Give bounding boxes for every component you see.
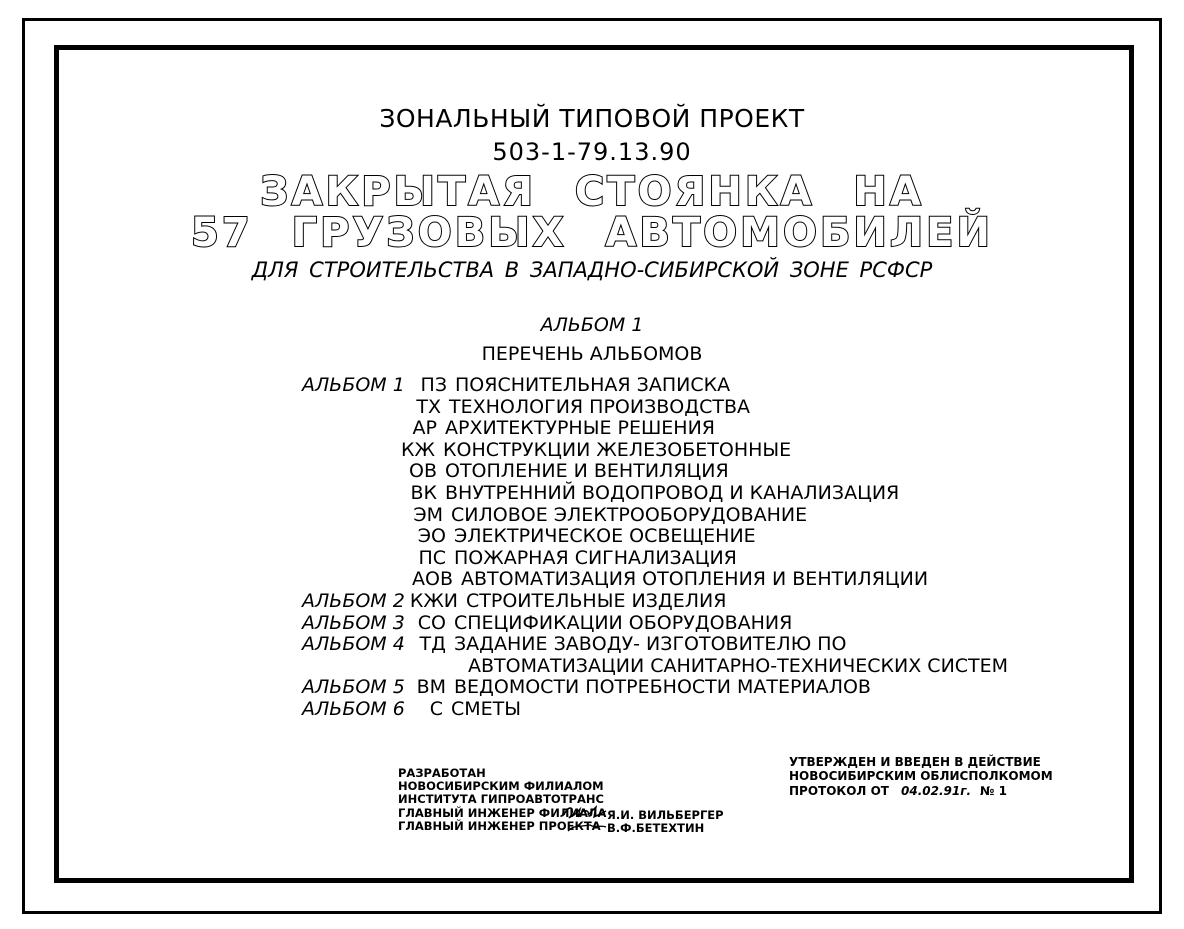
album-row (0, 482, 1184, 504)
section-code: СО (417, 611, 446, 634)
album-row (0, 655, 1184, 677)
section-title: ПОЯСНИТЕЛЬНАЯ ЗАПИСКА (455, 374, 731, 396)
album-row (0, 374, 1184, 396)
album-number: АЛЬБОМ 4 (302, 633, 405, 656)
list-heading: ПЕРЕЧЕНЬ АЛЬБОМОВ (481, 343, 703, 365)
chief-engineer-branch-role: ГЛАВНЫЙ ИНЖЕНЕР ФИЛИАЛА (398, 806, 607, 820)
approval-protocol-date: 04.02.91г. (901, 784, 972, 798)
albums-list (0, 374, 1184, 734)
section-code: ОВ (409, 460, 437, 483)
section-title: СТРОИТЕЛЬНЫЕ ИЗДЕЛИЯ (466, 590, 727, 612)
section-title: СИЛОВОЕ ЭЛЕКТРООБОРУДОВАНИЕ (451, 503, 808, 526)
section-code: ВК (410, 482, 437, 504)
album-row (0, 547, 1184, 569)
album-row (0, 504, 1184, 526)
album-row (0, 460, 1184, 482)
section-title: ОТОПЛЕНИЕ И ВЕНТИЛЯЦИЯ (445, 460, 729, 483)
section-code: АОВ (412, 568, 453, 591)
developer-line-3: ИНСТИТУТА ГИПРОАВТОТРАНС (398, 792, 604, 806)
section-title: СМЕТЫ (451, 698, 522, 720)
section-code: ПЗ (420, 374, 447, 396)
section-code: АР (412, 417, 437, 440)
title-line-1: ЗАКРЫТАЯ СТОЯНКА НА (260, 169, 924, 215)
section-title: ПОЖАРНАЯ СИГНАЛИЗАЦИЯ (454, 546, 737, 569)
album-heading: АЛЬБОМ 1 (540, 314, 644, 336)
section-title: ЭЛЕКТРИЧЕСКОЕ ОСВЕЩЕНИЕ (454, 525, 756, 548)
title-line-2: 57 ГРУЗОВЫХ АВТОМОБИЛЕЙ (191, 210, 993, 256)
section-title: СПЕЦИФИКАЦИИ ОБОРУДОВАНИЯ (454, 611, 793, 634)
album-number: АЛЬБОМ 2 (302, 590, 405, 612)
section-code: С (429, 698, 443, 720)
section-title: ВНУТРЕННИЙ ВОДОПРОВОД И КАНАЛИЗАЦИЯ (445, 482, 900, 504)
album-row (0, 525, 1184, 547)
album-number: АЛЬБОМ 6 (302, 698, 405, 720)
approval-protocol-label: ПРОТОКОЛ ОТ (789, 784, 889, 798)
developer-line-2: НОВОСИБИРСКИМ ФИЛИАЛОМ (398, 779, 604, 793)
section-code: КЖИ (409, 590, 458, 612)
section-code: ЭМ (413, 503, 443, 526)
section-title: АВТОМАТИЗАЦИИ САНИТАРНО-ТЕХНИЧЕСКИХ СИСТЕМ (468, 654, 1009, 677)
album-row (0, 439, 1184, 461)
album-row (0, 590, 1184, 612)
album-row (0, 568, 1184, 590)
section-title: ЗАДАНИЕ ЗАВОДУ- ИЗГОТОВИТЕЛЮ ПО (454, 633, 847, 656)
album-row (0, 698, 1184, 720)
signatures-image (560, 795, 610, 835)
section-code: ТД (419, 633, 446, 656)
developer-line-1: РАЗРАБОТАН (398, 766, 486, 780)
album-number: АЛЬБОМ 3 (302, 611, 405, 634)
project-code: 503-1-79.13.90 (492, 138, 692, 166)
section-code: ТХ (416, 395, 441, 418)
approval-line-1: УТВЕРЖДЕН И ВВЕДЕН В ДЕЙСТВИЕ (789, 755, 1041, 769)
section-title: АВТОМАТИЗАЦИЯ ОТОПЛЕНИЯ И ВЕНТИЛЯЦИИ (461, 568, 929, 591)
section-code: ЭО (417, 525, 446, 548)
section-title: АРХИТЕКТУРНЫЕ РЕШЕНИЯ (445, 417, 716, 440)
album-row (0, 676, 1184, 698)
subtitle: ДЛЯ СТРОИТЕЛЬСТВА В ЗАПАДНО-СИБИРСКОЙ ЗОНЕ РСФСР (251, 258, 933, 282)
chief-engineer-project-name: В.Ф.БЕТЕХТИН (607, 821, 705, 835)
album-row (0, 396, 1184, 418)
approval-protocol-number: № 1 (980, 784, 1007, 798)
album-number: АЛЬБОМ 5 (302, 676, 405, 699)
album-row (0, 417, 1184, 439)
album-number: АЛЬБОМ 1 (302, 374, 405, 396)
section-title: ВЕДОМОСТИ ПОТРЕБНОСТИ МАТЕРИАЛОВ (454, 676, 871, 699)
approval-line-2: НОВОСИБИРСКИМ ОБЛИСПОЛКОМОМ (789, 769, 1053, 783)
section-title: ТЕХНОЛОГИЯ ПРОИЗВОДСТВА (449, 395, 750, 418)
album-row (0, 633, 1184, 655)
section-title: КОНСТРУКЦИИ ЖЕЛЕЗОБЕТОННЫЕ (443, 438, 792, 461)
chief-engineer-project-role: ГЛАВНЫЙ ИНЖЕНЕР ПРОЕКТА (398, 819, 601, 833)
section-code: ВМ (416, 676, 446, 699)
section-code: ПС (418, 546, 446, 569)
album-row (0, 612, 1184, 634)
section-code: КЖ (401, 438, 435, 461)
chief-engineer-branch-name: Я.И. ВИЛЬБЕРГЕР (607, 808, 724, 822)
project-type-heading: ЗОНАЛЬНЫЙ ТИПОВОЙ ПРОЕКТ (379, 104, 805, 133)
